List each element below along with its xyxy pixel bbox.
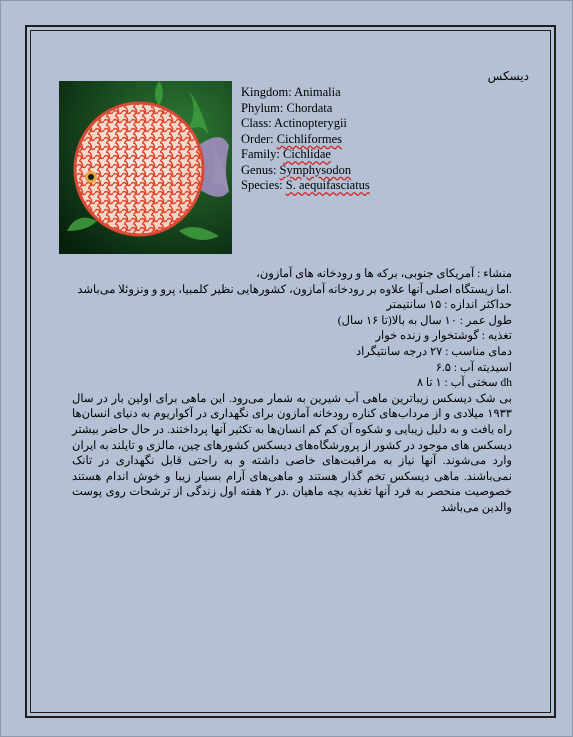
fact-diet: تغذیه : گوشتخوار و زنده خوار	[375, 330, 512, 343]
taxonomy-species	[241, 178, 370, 194]
taxonomy-value: Animalia	[294, 85, 341, 99]
taxonomy-label: Genus:	[241, 162, 277, 177]
taxonomy-value: Cichliformes	[276, 131, 343, 146]
taxonomy-value: Cichlidae	[283, 147, 331, 161]
taxonomy-order	[241, 132, 370, 148]
fact-ph: اسیدیته آب : ۶.۵	[435, 361, 512, 374]
taxonomy-kingdom	[241, 85, 370, 101]
taxonomy-label: Kingdom:	[241, 85, 292, 99]
description-paragraph: بی شک دیسکس زیباترین ماهی آب شیرین به شمار می‌رود. این ماهی برای اولین بار در سال ۱۹۳۳ میلادی و از مرداب‌های کناره رودخانه آمازون برای نگهداری در آکواریوم به دنیای انسان‌ها راه یافت و به دلیل زیبایی و شکوه آن کم کم انسان‌ها به تکثیر آنها پرداختند. در حال حاضر بیشتر دیسکس های موجود در کشور از پرورشگاه‌های دیسکس کشورهای چین، مالزی و تایلند به ایران وارد می‌شوند. آنها نیاز به مراقبت‌های خاصی داشته و به راحتی قابل نگهداری در تانک نمی‌باشند. ماهی دیسکس تخم گذار هستند و ماهی‌های آرام بسیار زیبا و خوش اندام هستند خصوصیت منحصر به فرد آنها تغذیه بچه ماهیان .در ۲ هفته اول زندگی از ترشحات روی پوست والدین می‌باشد	[72, 392, 512, 514]
taxonomy-value: S. aequifasciatus	[285, 178, 370, 192]
document-title: دیسکس	[487, 69, 529, 83]
taxonomy-label: Phylum:	[241, 100, 284, 115]
taxonomy-label: Class:	[241, 116, 272, 130]
taxonomy-value: Symphysodon	[279, 162, 352, 177]
taxonomy-box	[241, 85, 370, 194]
taxonomy-label: Order:	[241, 131, 274, 146]
discus-fish-image	[59, 81, 232, 254]
fact-origin: منشاء : آمریکای جنوبی، برکه ها و رودخانه های آمازون،	[256, 268, 512, 280]
fact-temperature: دمای مناسب : ۲۷ درجه سانتیگراد	[355, 345, 512, 358]
taxonomy-phylum	[241, 101, 370, 117]
fact-hardness: dh سختی آب : ۱ تا ۸	[416, 377, 512, 390]
taxonomy-family	[241, 147, 370, 163]
taxonomy-label: Species:	[241, 178, 283, 192]
taxonomy-value: Actinopterygii	[274, 116, 347, 130]
description-text	[72, 267, 512, 517]
taxonomy-class	[241, 116, 370, 132]
taxonomy-label: Family:	[241, 147, 280, 161]
taxonomy-value: Chordata	[286, 100, 333, 115]
taxonomy-genus	[241, 163, 370, 179]
fact-habitat: .اما زیستگاه اصلی آنها علاوه بر رودخانه آمازون، کشورهایی نظیر کلمبیا، پرو و ونزوئلا می‌باشد	[77, 283, 512, 296]
fact-lifespan: طول عمر : ۱۰ سال به بالا(تا ۱۶ سال)	[337, 314, 512, 327]
fact-max-size: حداکثر اندازه : ۱۵ سانتیمتر	[386, 299, 512, 312]
